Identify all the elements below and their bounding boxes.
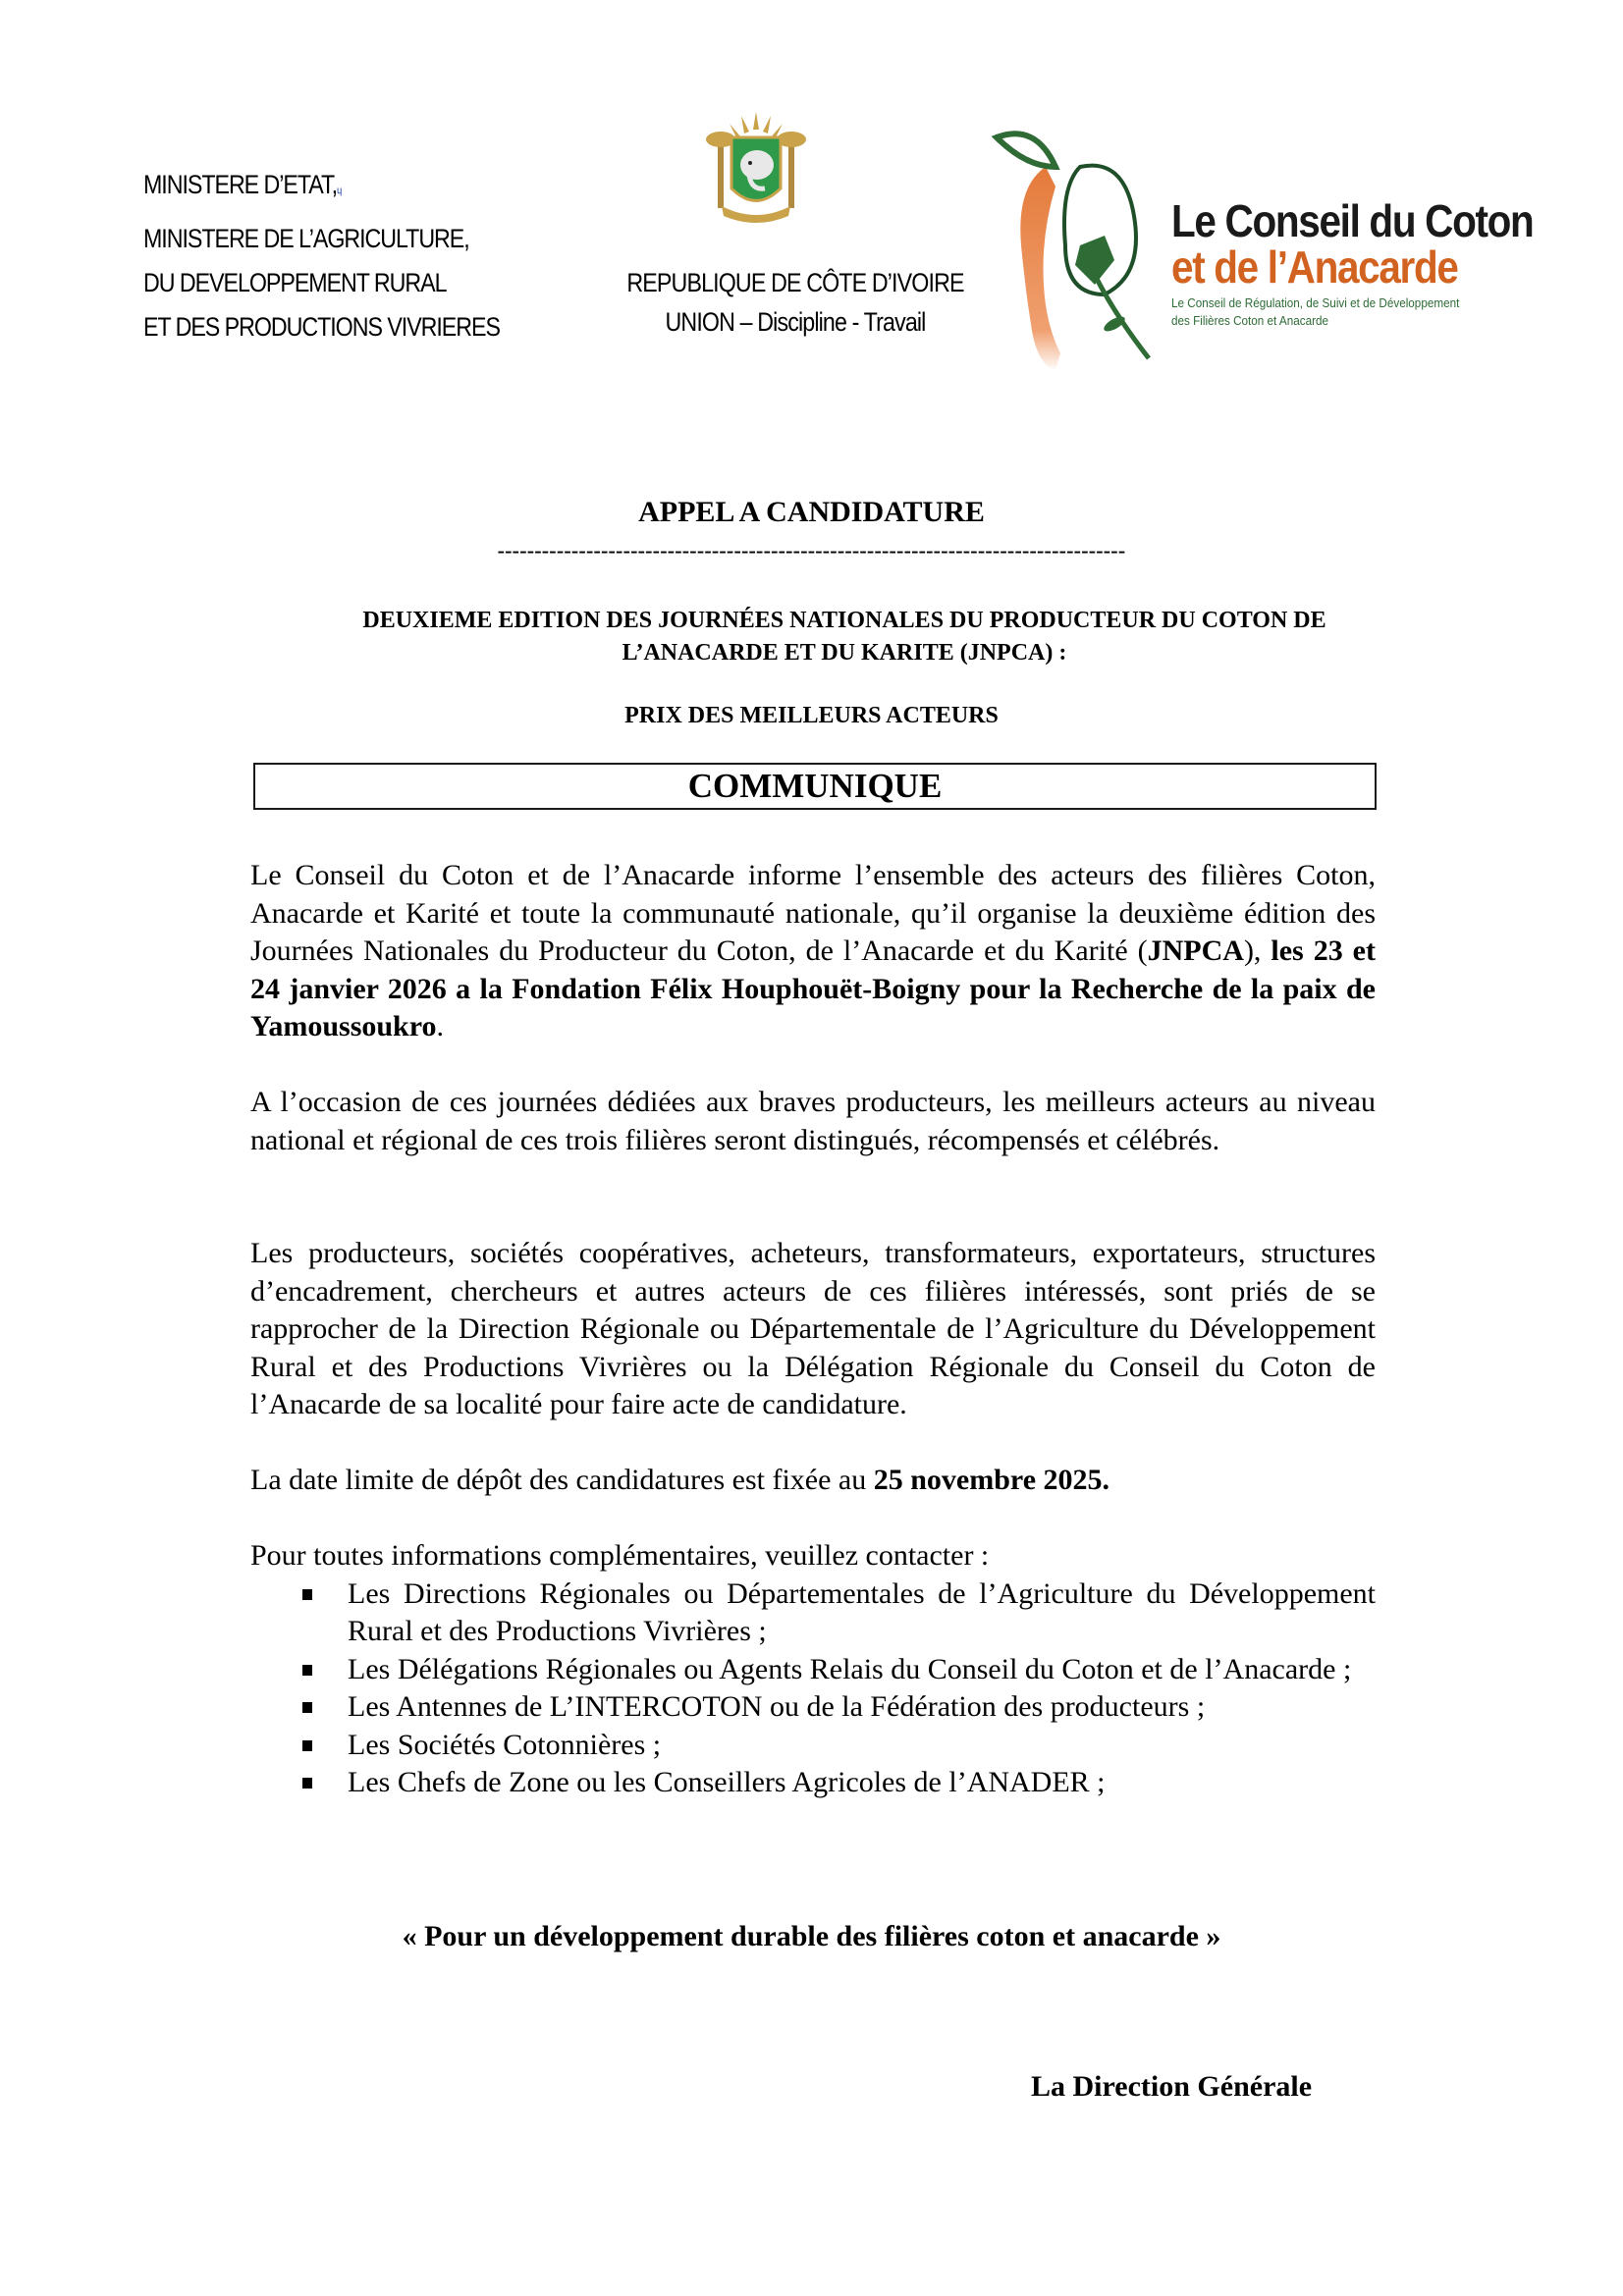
revision-mark-icon: ᶣ — [337, 187, 342, 204]
logo-subtitle-line1: Le Conseil de Régulation, de Suivi et de Développement — [1171, 295, 1460, 310]
paragraph-announcement — [250, 857, 1376, 1046]
announcement-text: . — [436, 1010, 445, 1042]
ministry-header — [143, 163, 500, 349]
contact-item-text: Les Sociétés Cotonnières ; — [348, 1728, 662, 1761]
signature: La Direction Générale — [1031, 2070, 1313, 2103]
communique-box — [253, 763, 1377, 810]
paragraph-eligibility: Les producteurs, sociétés coopératives, acheteurs, transformateurs, exportateurs, structures d’encadrement, chercheurs et autres acteurs de ces filières intéressés, sont priés de se rapprocher de la Direction Régionale ou Départementale de l’Agriculture du Développement Rural et des Productions Vivrières ou la Délégation Régionale du Conseil du Coton de l’Anacarde de sa localité pour faire acte de candidature. — [250, 1237, 1376, 1420]
cotton-logo-icon — [987, 128, 1159, 373]
paragraph-deadline — [250, 1462, 1376, 1500]
square-bullet-icon — [302, 1589, 312, 1600]
page-title: APPEL A CANDIDATURE — [638, 496, 985, 528]
ministry-line: DU DEVELOPPEMENT RURAL — [143, 268, 447, 298]
contact-item — [250, 1727, 1376, 1765]
contact-item-text: Les Antennes de L’INTERCOTON ou de la Fédération des producteurs ; — [348, 1690, 1206, 1723]
dashed-divider: ------------------------------------------------------------------------------------- — [497, 538, 1126, 562]
square-bullet-icon — [302, 1740, 312, 1751]
edition-heading-line1: DEUXIEME EDITION DES JOURNÉES NATIONALES DU PRODUCTEUR DU COTON DE — [362, 608, 1326, 633]
contact-item — [250, 1651, 1376, 1689]
ministry-line: ET DES PRODUCTIONS VIVRIERES — [143, 312, 500, 343]
ministry-line: MINISTERE DE L’AGRICULTURE, — [143, 224, 469, 254]
logo-title-line2: et de l’Anacarde — [1171, 241, 1458, 293]
contact-item — [250, 1575, 1376, 1651]
contact-item-text: Les Directions Régionales ou Départementales de l’Agriculture du Développement Rural et des Productions Vivrières ; — [348, 1576, 1376, 1647]
logo-subtitle — [1171, 294, 1542, 330]
square-bullet-icon — [302, 1665, 312, 1676]
announcement-text: ), — [1243, 934, 1271, 967]
republic-header — [618, 263, 972, 342]
logo-title-line1: Le Conseil du Coton — [1171, 195, 1534, 246]
contact-item — [250, 1688, 1376, 1727]
announcement-text: Le Conseil du Coton et de l’Anacarde informe l’ensemble des acteurs des filières Coton, Anacarde et Karité et toute la communauté nationale, qu’il organise la deuxième édition des Journées Nationales du Producteur du Coton, de l’Anacarde et du Karité ( — [250, 859, 1376, 967]
contact-list — [250, 1575, 1376, 1802]
paragraph-awards: A l’occasion de ces journées dédiées aux braves producteurs, les meilleurs acteurs au niveau national et régional de ces trois filières seront distingués, récompensés et célébrés. — [250, 1086, 1376, 1156]
square-bullet-icon — [302, 1702, 312, 1713]
deadline-date: 25 novembre 2025. — [873, 1464, 1110, 1496]
conseil-logo — [1171, 196, 1583, 330]
coat-of-arms-icon — [702, 110, 810, 228]
motto: « Pour un développement durable des filières coton et anacarde » — [402, 1920, 1221, 1952]
event-date-location: les 23 et 24 janvier 2026 a la Fondation Félix Houphouët-Boigny pour la Recherche de la paix de Yamoussoukro — [250, 934, 1376, 1042]
communique-label: COMMUNIQUE — [687, 767, 943, 805]
deadline-text: La date limite de dépôt des candidatures est fixée au — [250, 1464, 874, 1496]
contact-intro: Pour toutes informations complémentaires, veuillez contacter : — [250, 1539, 990, 1572]
contact-item-text: Les Délégations Régionales ou Agents Relais du Conseil du Coton et de l’Anacarde ; — [348, 1652, 1352, 1685]
republic-motto: UNION – Discipline - Travail — [665, 307, 926, 337]
contact-item-text: Les Chefs de Zone ou les Conseillers Agricoles de l’ANADER ; — [348, 1766, 1106, 1798]
republic-name: REPUBLIQUE DE CÔTE D’IVOIRE — [626, 268, 964, 297]
contact-item — [250, 1764, 1376, 1802]
contact-section — [250, 1537, 1376, 1802]
edition-heading-line2: L’ANACARDE ET DU KARITE (JNPCA) : — [622, 640, 1067, 666]
logo-subtitle-line2: des Filières Coton et Anacarde — [1171, 313, 1329, 328]
prize-heading: PRIX DES MEILLEURS ACTEURS — [624, 703, 999, 728]
jnpca-acronym: JNPCA — [1147, 934, 1244, 967]
edition-heading — [265, 605, 1424, 669]
ministry-line: MINISTERE $D’ETAT,_ᶣ$ — [143, 170, 342, 204]
square-bullet-icon — [302, 1778, 312, 1789]
